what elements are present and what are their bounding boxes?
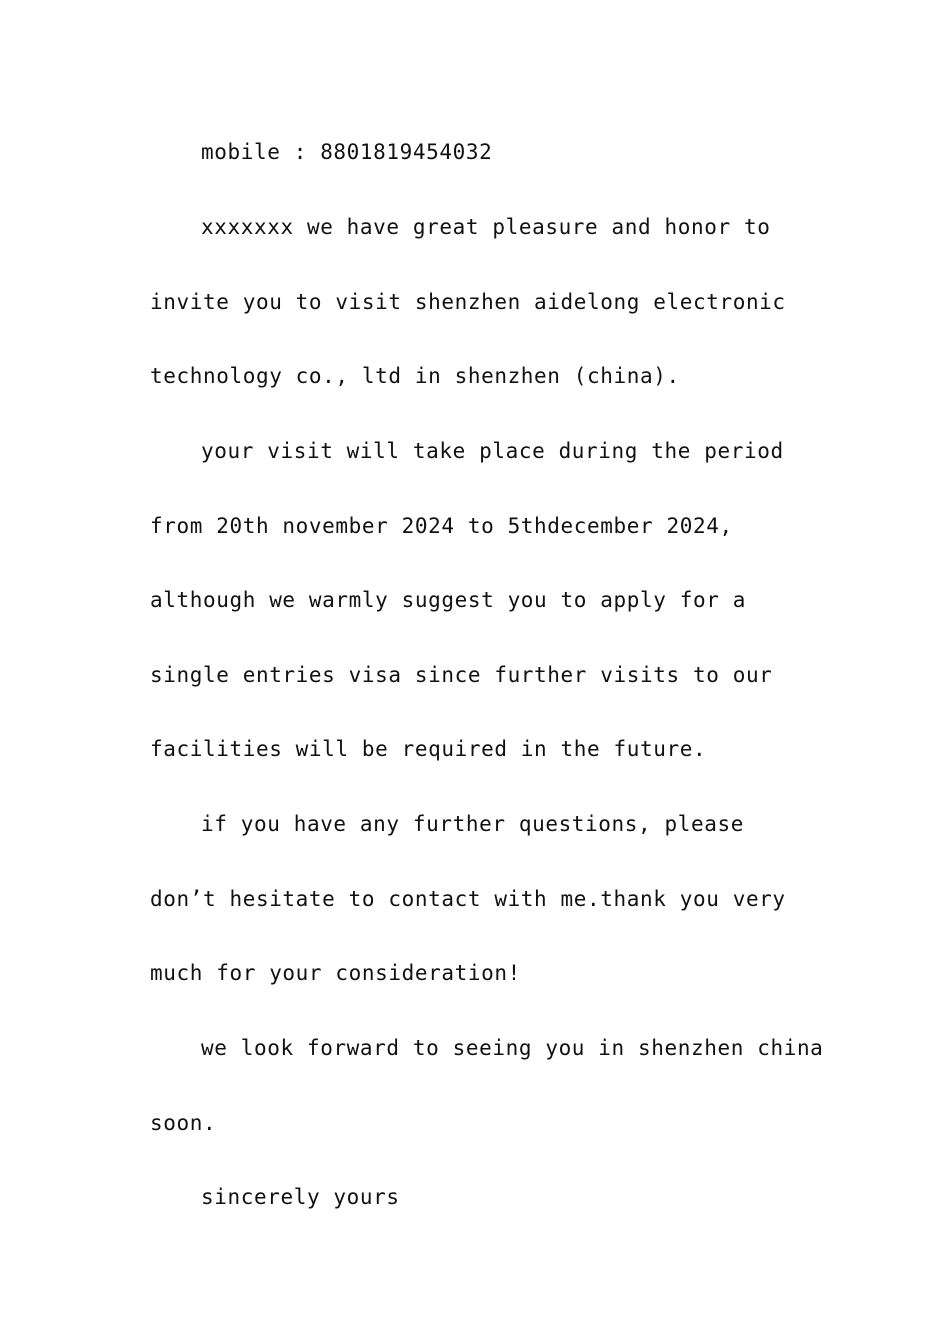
paragraph-1-line-3: technology co., ltd in shenzhen (china). [150, 364, 680, 388]
paragraph-4-line-2: soon. [150, 1111, 217, 1135]
paragraph-3-line-1: if you have any further questions, please [201, 812, 744, 836]
paragraph-2-line-3: although we warmly suggest you to apply for a [150, 588, 746, 612]
paragraph-2-line-2: from 20th november 2024 to 5thdecember 2024, [150, 514, 733, 538]
paragraph-3-line-3: much for your consideration! [150, 961, 521, 985]
closing-line: sincerely yours [201, 1185, 400, 1209]
paragraph-3-line-2: don’t hesitate to contact with me.thank you very [150, 887, 786, 911]
paragraph-4-line-1: we look forward to seeing you in shenzhen china [201, 1036, 824, 1060]
paragraph-1-line-2: invite you to visit shenzhen aidelong electronic [150, 290, 786, 314]
paragraph-2-line-1: your visit will take place during the period [201, 439, 784, 463]
paragraph-2-line-4: single entries visa since further visits to our [150, 663, 773, 687]
mobile-line: mobile : 8801819454032 [201, 140, 493, 164]
paragraph-2-line-5: facilities will be required in the future. [150, 737, 707, 761]
paragraph-1-line-1: xxxxxxx we have great pleasure and honor to [201, 215, 771, 239]
